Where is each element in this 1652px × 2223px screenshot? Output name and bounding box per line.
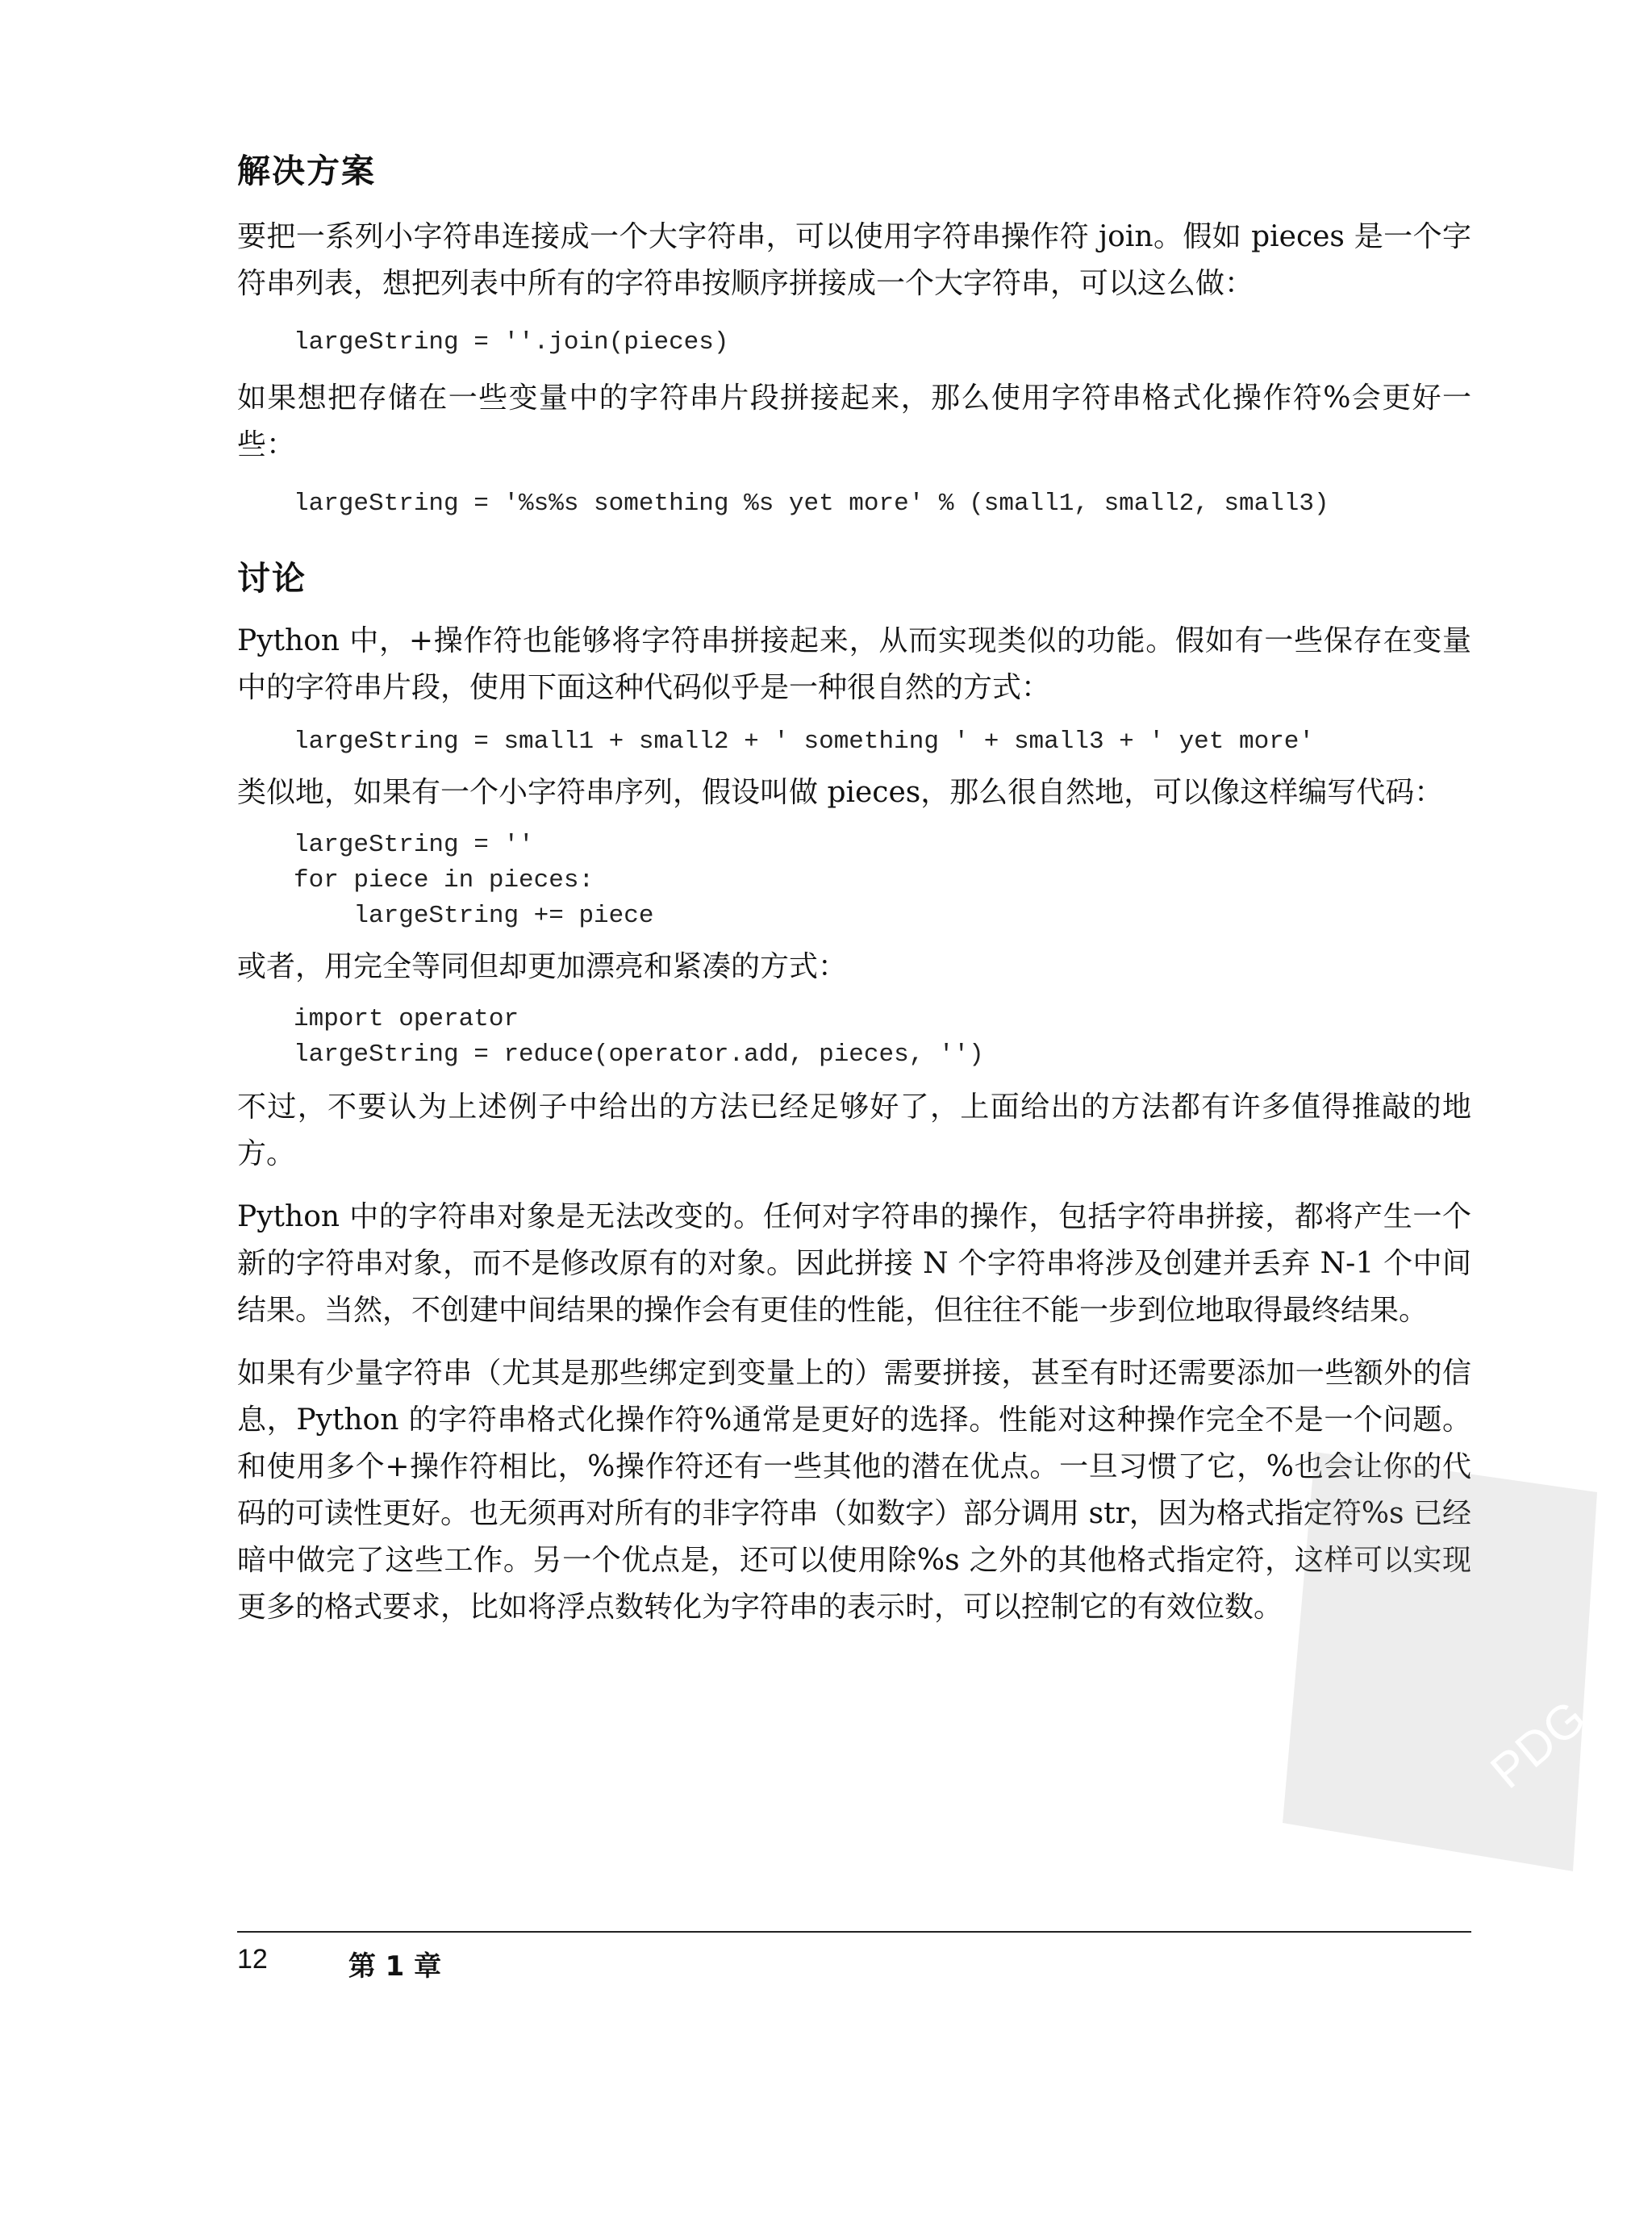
- watermark-text: PDG: [1480, 1690, 1596, 1799]
- code-block-loop: largeString = '' for piece in pieces: largeString += piece: [294, 831, 654, 931]
- discussion-paragraph-6: 如果有少量字符串（尤其是那些绑定到变量上的）需要拼接，甚至有时还需要添加一些额外的信息，Python 的字符串格式化操作符%通常是更好的选择。性能对这种操作完全不是一个问题。和使用多个+操作符相比，%操作符还有一些其他的潜在优点。一旦习惯了它，%也会让你的代码的可读性更好。也无须再对所有的非字符串（如数字）部分调用 str，因为格式指定符%s 已经暗中做完了这些工作。另一个优点是，还可以使用除%s 之外的其他格式指定符，这样可以实现更多的格式要求，比如将浮点数转化为字符串的表示时，可以控制它的有效位数。: [237, 1357, 1471, 1624]
- solution-paragraph-1: 要把一系列小字符串连接成一个大字符串，可以使用字符串操作符 join。假如 pieces 是一个字符串列表，想把列表中所有的字符串按顺序拼接成一个大字符串，可以这么做：: [237, 220, 1471, 301]
- chapter-label: 第 1 章: [348, 1950, 442, 1983]
- code-block-plus: largeString = small1 + small2 + ' something ' + small3 + ' yet more': [294, 728, 1315, 757]
- solution-heading: 解决方案: [237, 152, 376, 190]
- discussion-paragraph-2: 类似地，如果有一个小字符串序列，假设叫做 pieces，那么很自然地，可以像这样编写代码：: [237, 776, 1444, 810]
- solution-paragraph-2: 如果想把存储在一些变量中的字符串片段拼接起来，那么使用字符串格式化操作符%会更好一些：: [237, 382, 1471, 462]
- discussion-heading: 讨论: [237, 559, 307, 598]
- code-block-reduce: import operator largeString = reduce(operator.add, pieces, ''): [294, 1005, 984, 1070]
- page-content: [237, 152, 1471, 1631]
- code-block-join: largeString = ''.join(pieces): [294, 328, 729, 357]
- discussion-paragraph-4: 不过，不要认为上述例子中给出的方法已经足够好了，上面给出的方法都有许多值得推敲的地方。: [237, 1091, 1471, 1171]
- page-number: 12: [237, 1944, 268, 1975]
- discussion-paragraph-5: Python 中的字符串对象是无法改变的。任何对字符串的操作，包括字符串拼接，都将产生一个新的字符串对象，而不是修改原有的对象。因此拼接 N 个字符串将涉及创建并丢弃 N-1 个中间结果。当然，不创建中间结果的操作会有更佳的性能，但往往不能一步到位地取得最终结果。: [237, 1200, 1471, 1328]
- discussion-paragraph-1: Python 中，+操作符也能够将字符串拼接起来，从而实现类似的功能。假如有一些保存在变量中的字符串片段，使用下面这种代码似乎是一种很自然的方式：: [237, 624, 1471, 705]
- discussion-paragraph-3: 或者，用完全等同但却更加漂亮和紧凑的方式：: [237, 950, 848, 984]
- code-block-format: largeString = '%s%s something %s yet more' % (small1, small2, small3): [294, 490, 1329, 519]
- watermark-stamp-icon: [1266, 1420, 1613, 1887]
- page-footer: [237, 1944, 441, 1984]
- footer-rule: [237, 1931, 1471, 1933]
